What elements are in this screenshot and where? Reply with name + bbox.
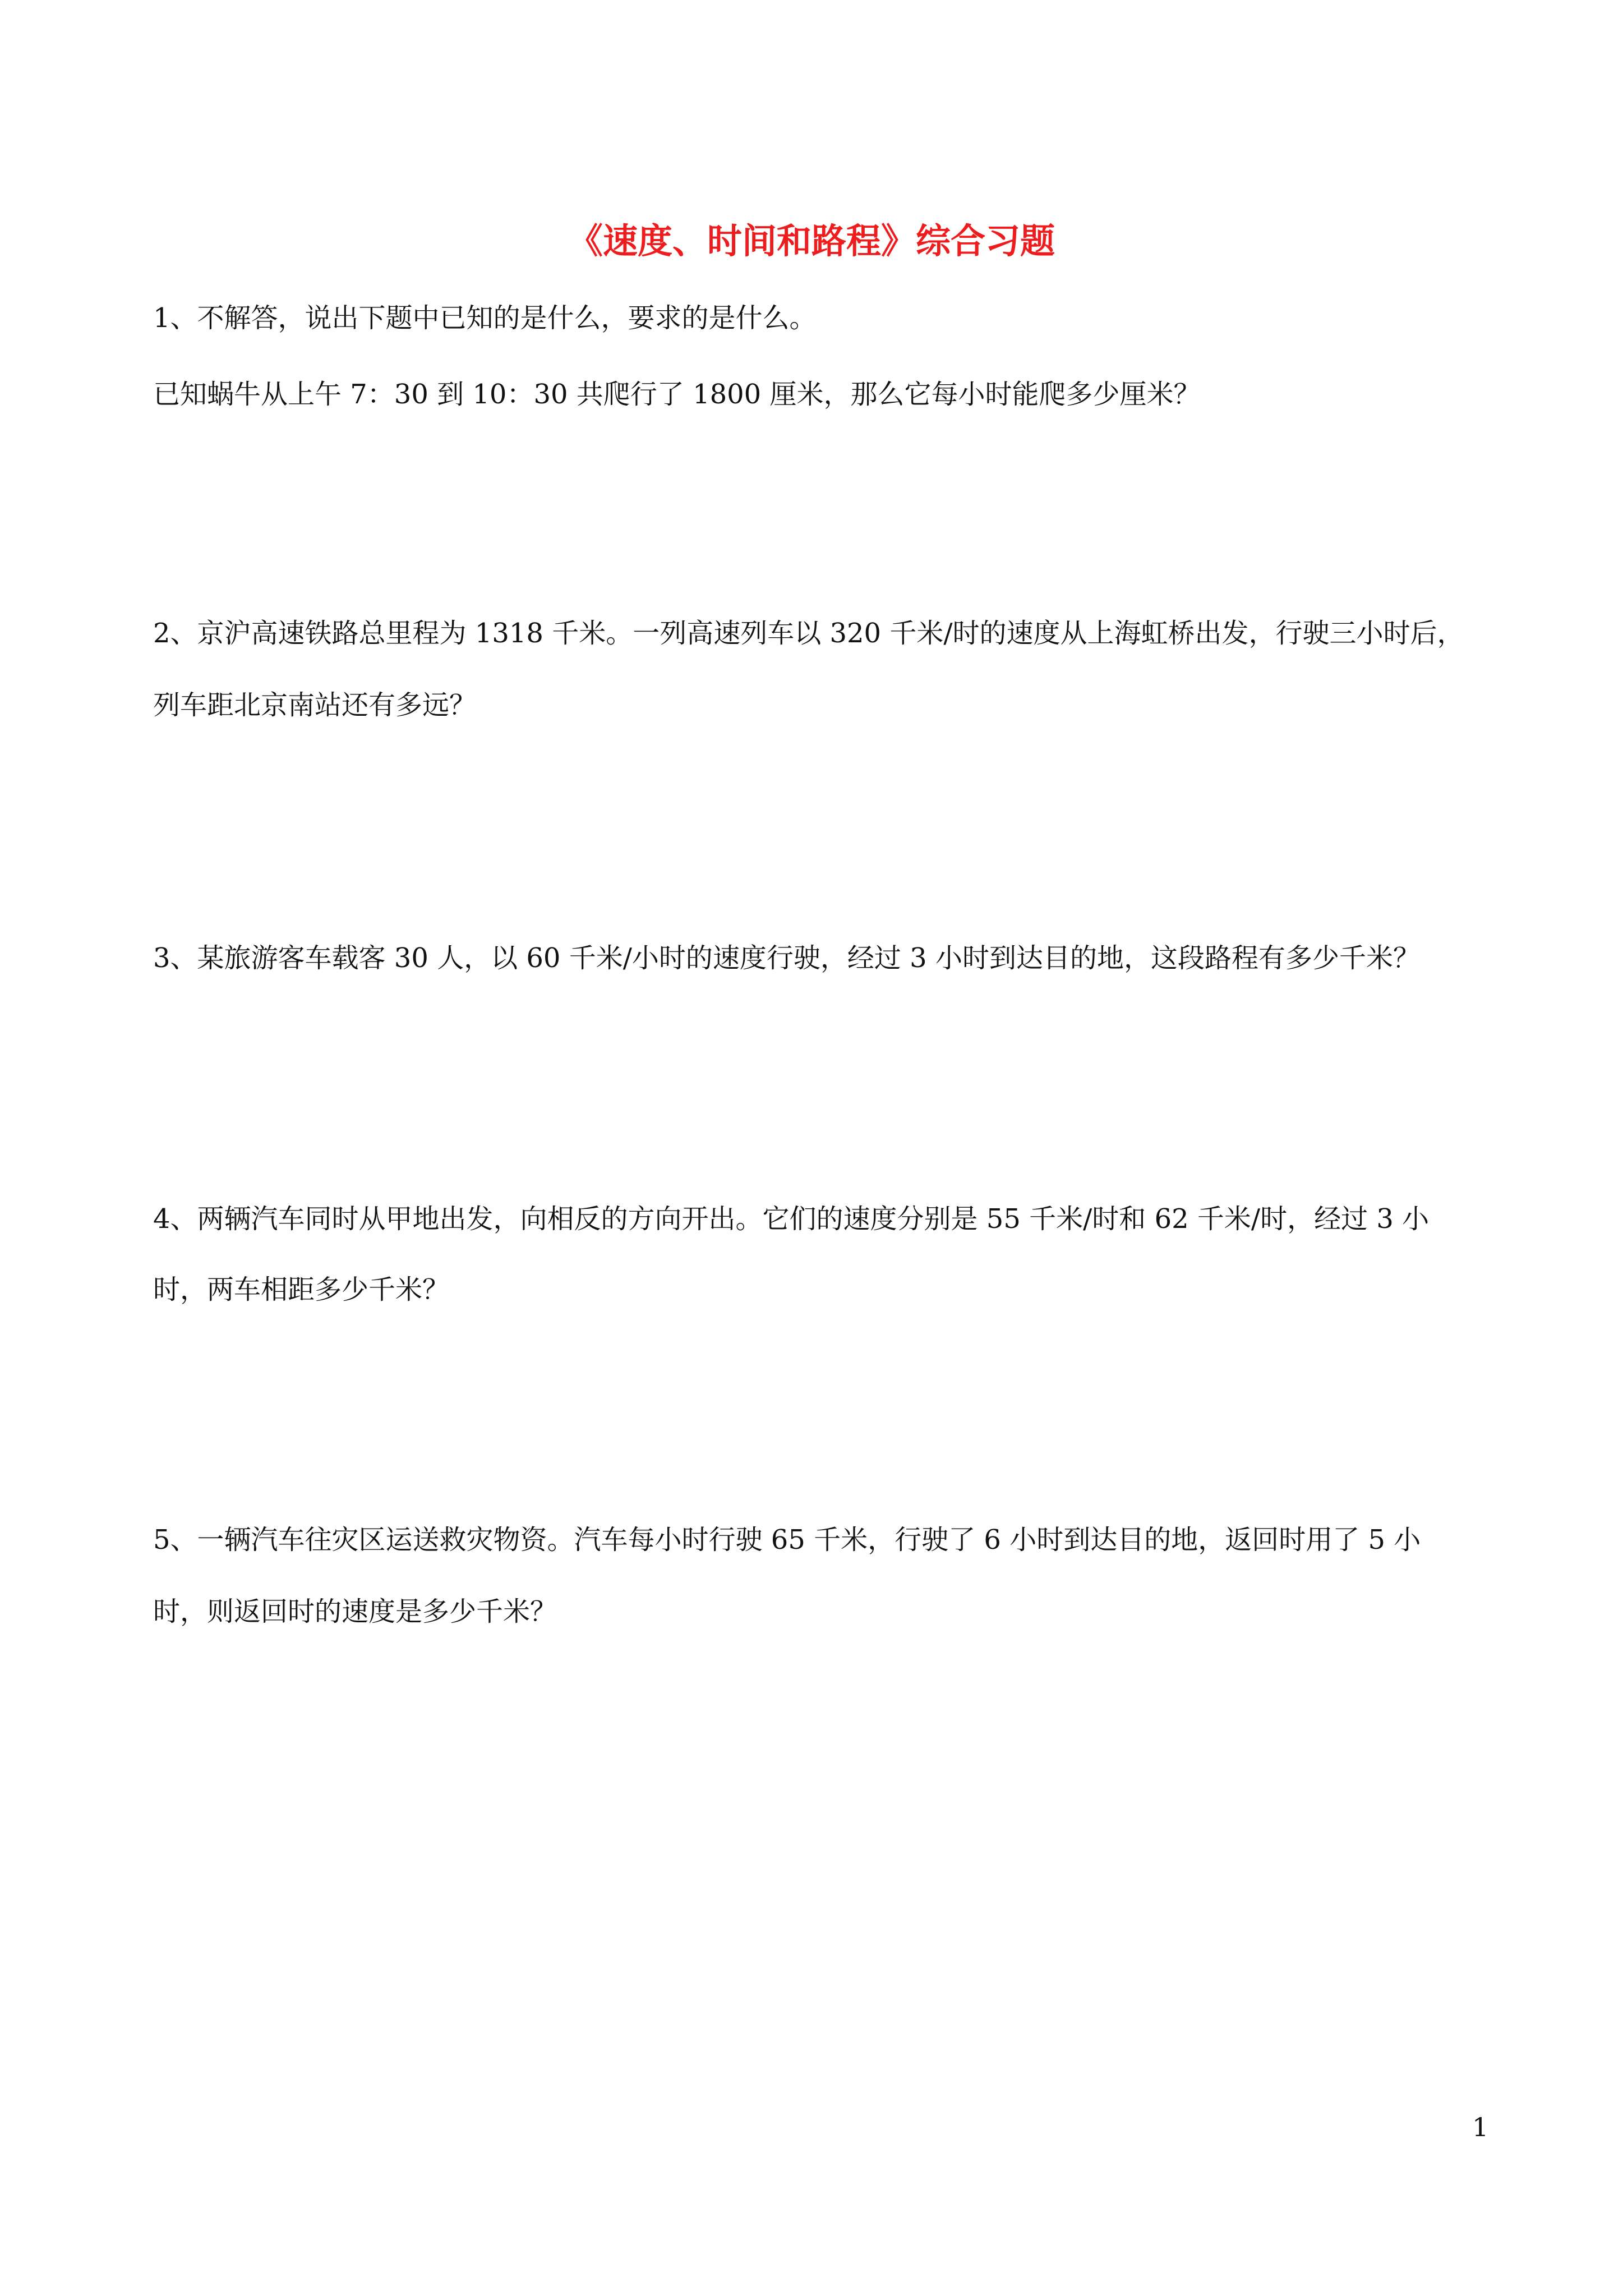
- page-number: 1: [1472, 2112, 1489, 2142]
- question-3-line-1: 3、某旅游客车载客 30 人，以 60 千米/小时的速度行驶，经过 3 小时到达目的地，这段路程有多少千米？: [153, 942, 1420, 974]
- question-4-line-1: 4、两辆汽车同时从甲地出发，向相反的方向开出。它们的速度分别是 55 千米/时和 62 千米/时，经过 3 小: [153, 1203, 1430, 1235]
- question-4-line-2: 时，两车相距多少千米？: [153, 1274, 450, 1305]
- question-5-line-2: 时，则返回时的速度是多少千米？: [153, 1596, 557, 1627]
- question-2-line-2: 列车距北京南站还有多远？: [153, 689, 477, 721]
- question-1-line-1: 1、不解答，说出下题中已知的是什么，要求的是什么。: [153, 302, 817, 334]
- question-1-line-2: 已知蜗牛从上午 7：30 到 10：30 共爬行了 1800 厘米，那么它每小时能爬多少厘米？: [153, 379, 1201, 410]
- question-2-line-1: 2、京沪高速铁路总里程为 1318 千米。一列高速列车以 320 千米/时的速度从上海虹桥出发，行驶三小时后，: [153, 618, 1464, 649]
- question-5-line-1: 5、一辆汽车往灾区运送救灾物资。汽车每小时行驶 65 千米，行驶了 6 小时到达目的地，返回时用了 5 小: [153, 1524, 1421, 1556]
- page-title: 《速度、时间和路程》综合习题: [568, 220, 1055, 261]
